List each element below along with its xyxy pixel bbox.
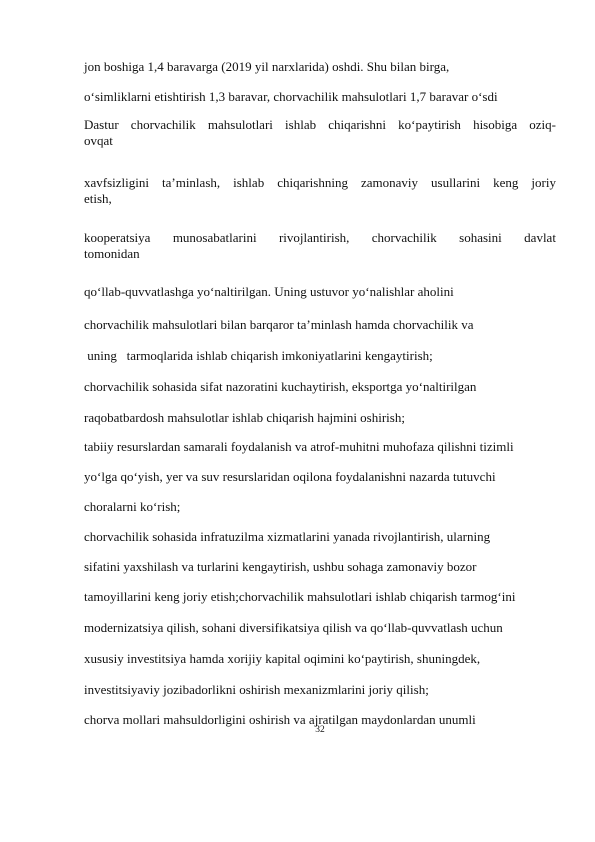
word: munosabatlarini xyxy=(172,230,257,245)
page-number: 32 xyxy=(315,725,325,735)
word: davlat xyxy=(524,230,556,245)
word: ko‘paytirish xyxy=(398,117,461,132)
text-line: ovqat xyxy=(84,133,113,148)
word: rivojlantirish, xyxy=(278,230,350,245)
text-line: o‘simliklarni etishtirish 1,3 baravar, chorvachilik mahsulotlari 1,7 baravar o‘sdi xyxy=(84,89,498,104)
text-line: investitsiyaviy jozibadorlikni oshirish mexanizmlarini joriy qilish; xyxy=(84,682,429,697)
word: chiqarishning xyxy=(277,175,348,190)
justified-line xyxy=(84,176,556,190)
word: keng xyxy=(493,175,519,190)
word: xavfsizligini xyxy=(84,175,149,190)
word: usullarini xyxy=(431,175,481,190)
text-line: qo‘llab-quvvatlashga yo‘naltirilgan. Uning ustuvor yo‘nalishlar aholini xyxy=(84,284,454,299)
word: sohasini xyxy=(459,230,502,245)
word: ta’minlash, xyxy=(162,175,221,190)
word: ishlab xyxy=(285,117,317,132)
word: chiqarishni xyxy=(328,117,386,132)
text-line: xususiy investitsiya hamda xorijiy kapital oqimini ko‘paytirish, shuningdek, xyxy=(84,651,481,666)
word: hisobiga xyxy=(473,117,518,132)
text-line: tabiiy resurslardan samarali foydalanish va atrof-muhitni muhofaza qilishni tizimli xyxy=(84,439,514,454)
text-line: choralarni ko‘rish; xyxy=(84,499,181,514)
text-line: chorva mollari mahsuldorligini oshirish va ajratilgan maydonlardan unumli xyxy=(84,712,476,727)
word: joriy xyxy=(531,175,556,190)
word: mahsulotlari xyxy=(207,117,273,132)
text-line: jon boshiga 1,4 baravarga (2019 yil narxlarida) oshdi. Shu bilan birga, xyxy=(84,59,450,74)
text-line: raqobatbardosh mahsulotlar ishlab chiqarish hajmini oshirish; xyxy=(84,410,405,425)
text-line: tamoyillarini keng joriy etish;chorvachilik mahsulotlari ishlab chiqarish tarmog‘ini xyxy=(84,589,516,604)
text-line: chorvachilik sohasida sifat nazoratini kuchaytirish, eksportga yo‘naltirilgan xyxy=(84,379,477,394)
text-line: uning tarmoqlarida ishlab chiqarish imkoniyatlarini kengaytirish; xyxy=(84,348,433,363)
word: Dastur xyxy=(84,117,119,132)
word: chorvachilik xyxy=(371,230,437,245)
word: ishlab xyxy=(233,175,265,190)
justified-line xyxy=(84,231,556,245)
text-line: tomonidan xyxy=(84,246,140,261)
word: chorvachilik xyxy=(130,117,196,132)
justified-line xyxy=(84,118,556,132)
text-line: sifatini yaxshilash va turlarini kengaytirish, ushbu sohaga zamonaviy bozor xyxy=(84,559,477,574)
text-line: chorvachilik sohasida infratuzilma xizmatlarini yanada rivojlantirish, ularning xyxy=(84,529,491,544)
word: oziq- xyxy=(529,117,556,132)
word: zamonaviy xyxy=(360,175,419,190)
text-line: yo‘lga qo‘yish, yer va suv resurslaridan oqilona foydalanishni nazarda tutuvchi xyxy=(84,469,496,484)
text-line: chorvachilik mahsulotlari bilan barqaror ta’minlash hamda chorvachilik va xyxy=(84,317,474,332)
text-line: etish, xyxy=(84,191,112,206)
word: kooperatsiya xyxy=(84,230,151,245)
text-line: modernizatsiya qilish, sohani diversifikatsiya qilish va qo‘llab-quvvatlash uchun xyxy=(84,620,503,635)
